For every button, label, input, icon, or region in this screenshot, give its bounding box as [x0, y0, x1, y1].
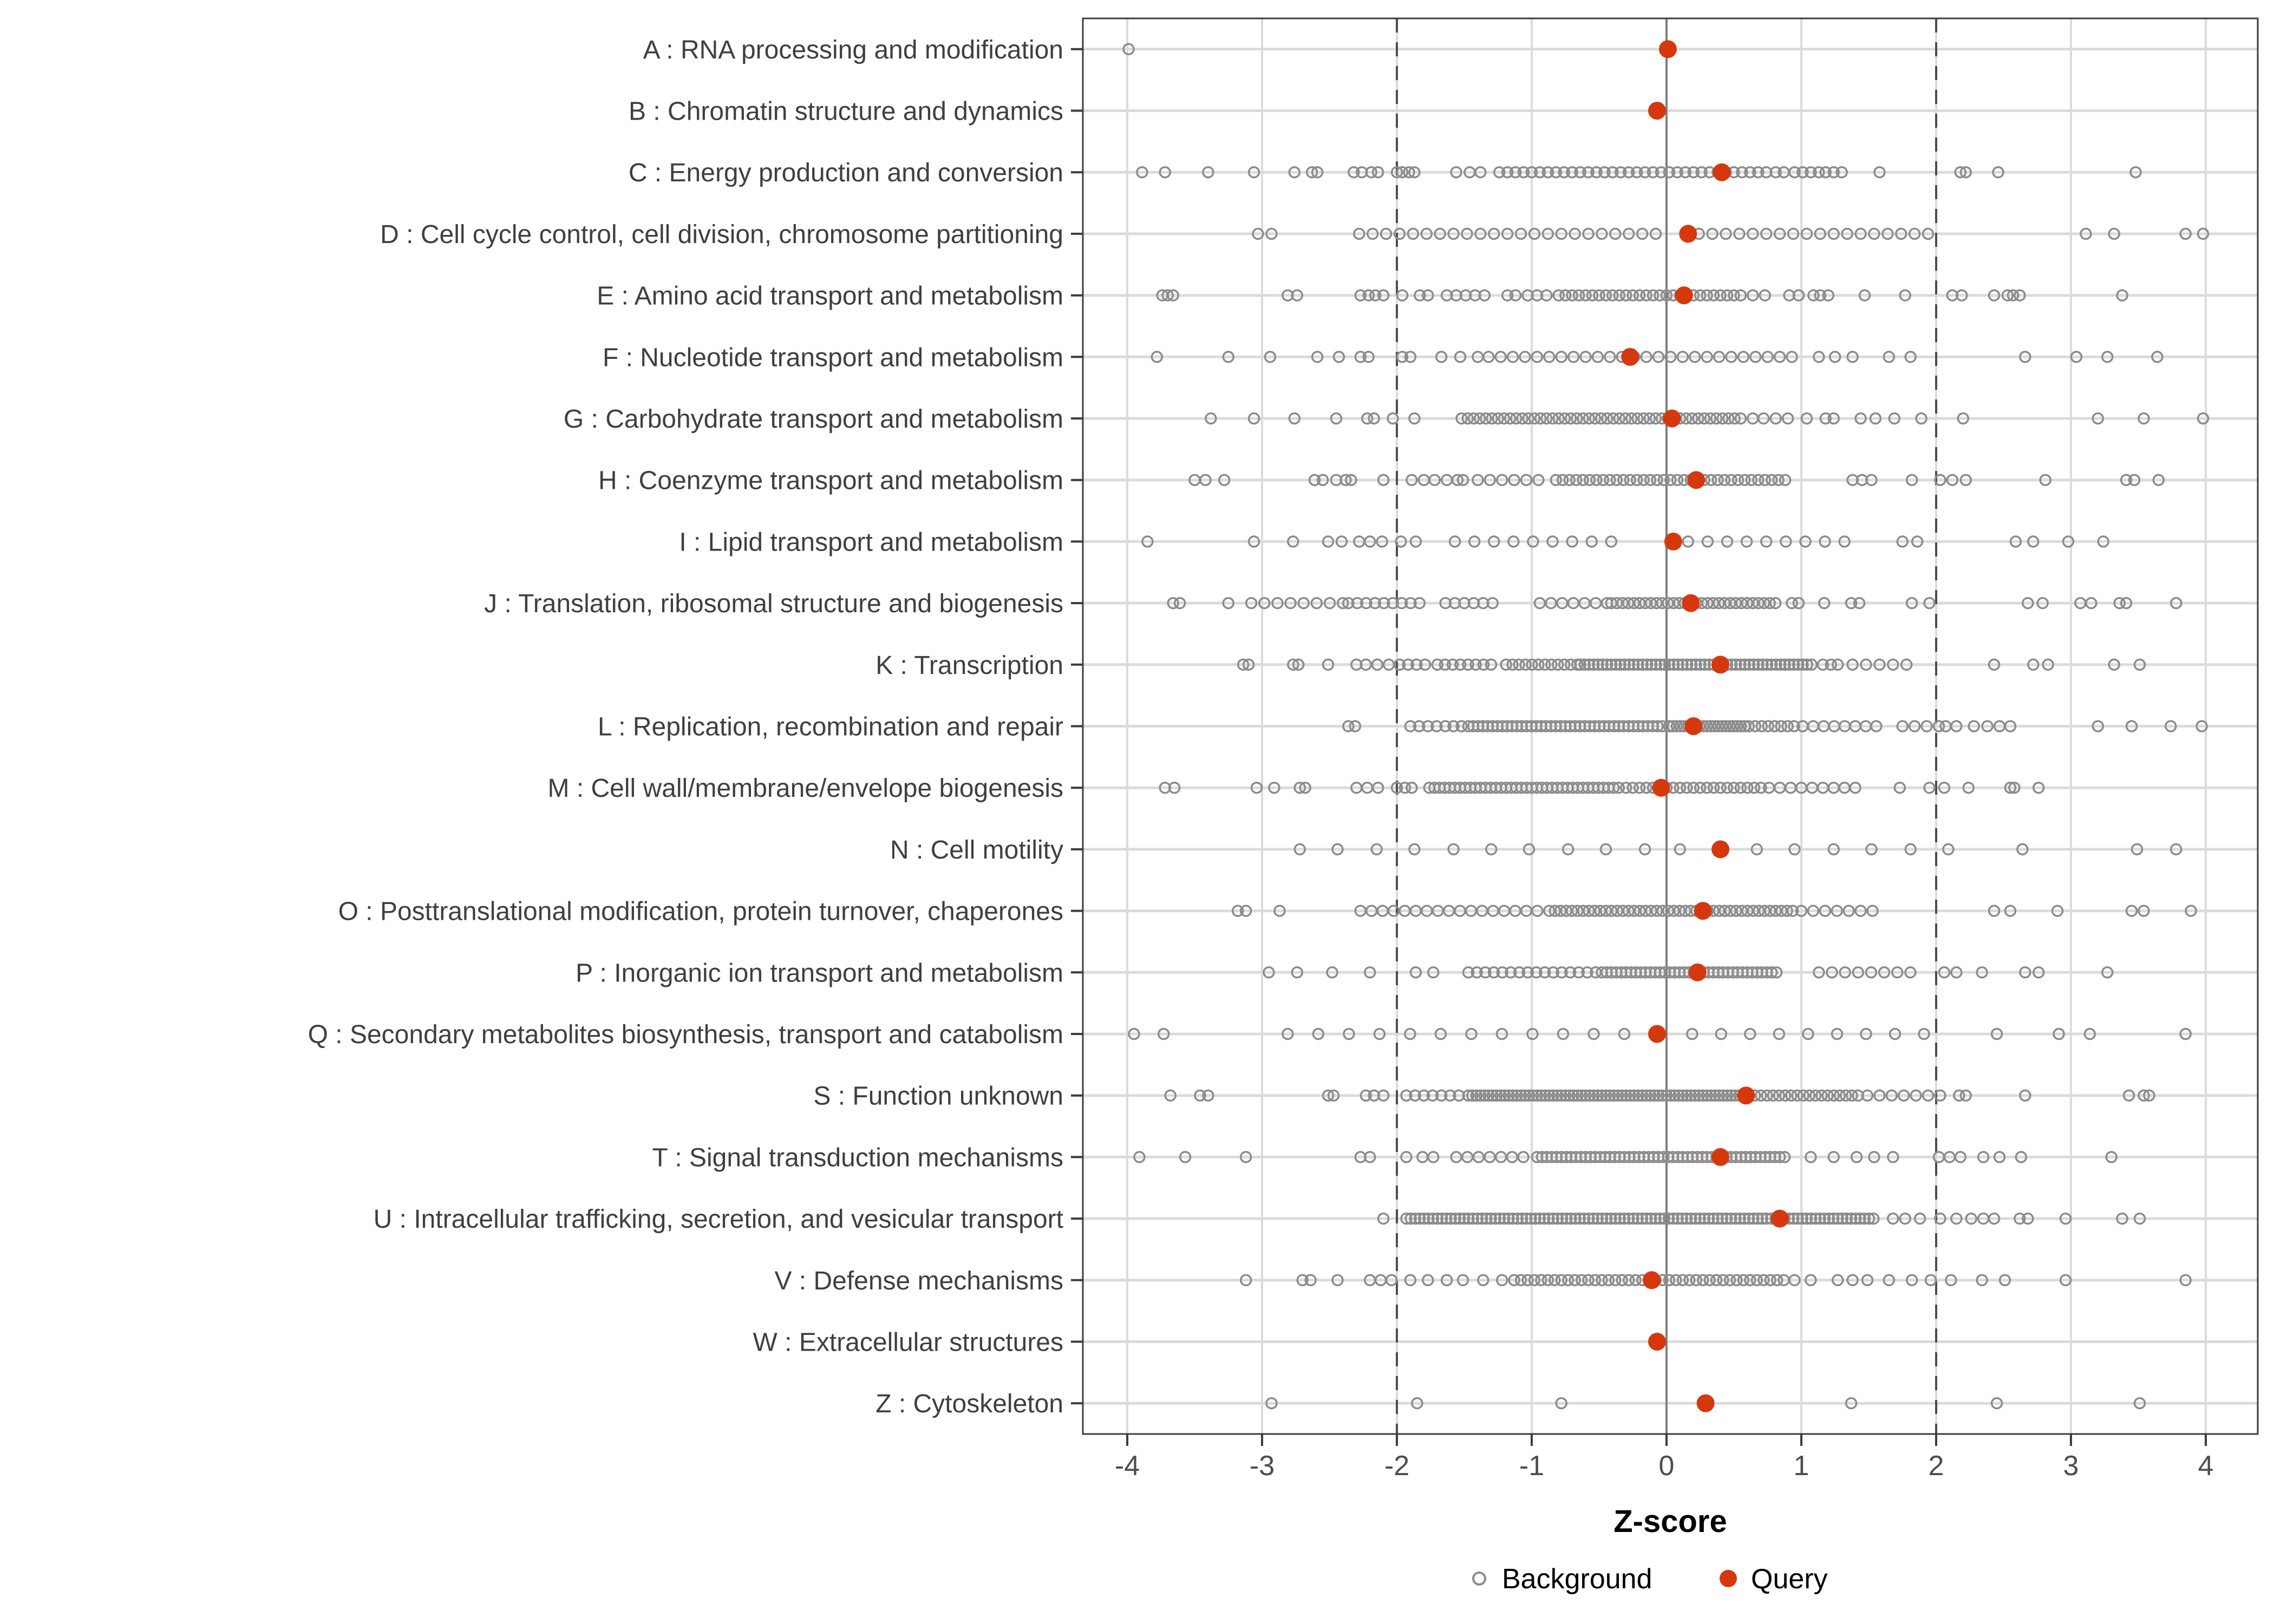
- query-point: [1648, 102, 1666, 120]
- query-point: [1643, 1271, 1661, 1289]
- category-label: M : Cell wall/membrane/envelope biogenesis: [547, 774, 1063, 803]
- query-point: [1682, 594, 1700, 612]
- query-point: [1679, 225, 1697, 243]
- x-tick-label: -4: [1114, 1450, 1140, 1482]
- category-label: P : Inorganic ion transport and metabolism: [576, 959, 1063, 988]
- y-axis-ticks: [1071, 49, 1083, 1403]
- category-label: Z : Cytoskeleton: [875, 1390, 1063, 1419]
- x-tick-label: 2: [1928, 1450, 1944, 1482]
- query-point: [1648, 1025, 1666, 1043]
- query-point: [1648, 1333, 1666, 1351]
- query-point: [1711, 840, 1729, 858]
- x-tick-label: 3: [2063, 1450, 2079, 1482]
- query-point: [1737, 1086, 1755, 1104]
- query-point: [1664, 533, 1682, 551]
- query-point: [1687, 471, 1705, 489]
- category-label: T : Signal transduction mechanisms: [652, 1143, 1063, 1173]
- query-point: [1621, 348, 1639, 366]
- category-label: Q : Secondary metabolites biosynthesis, transport and catabolism: [308, 1020, 1063, 1049]
- legend-query-label: Query: [1751, 1563, 1828, 1595]
- category-labels: [308, 36, 1063, 1418]
- x-tick-label: 1: [1793, 1450, 1809, 1482]
- query-point: [1694, 902, 1712, 920]
- x-tick-label: 4: [2198, 1450, 2214, 1482]
- category-label: E : Amino acid transport and metabolism: [597, 281, 1063, 311]
- category-label: H : Coenzyme transport and metabolism: [598, 466, 1063, 495]
- category-label: I : Lipid transport and metabolism: [679, 528, 1063, 557]
- category-label: B : Chromatin structure and dynamics: [629, 97, 1063, 126]
- category-label: N : Cell motility: [890, 835, 1063, 865]
- x-tick-label: -1: [1519, 1450, 1545, 1482]
- category-label: K : Transcription: [875, 651, 1063, 680]
- query-point: [1659, 40, 1677, 58]
- query-legend-marker-icon: [1720, 1570, 1737, 1587]
- x-tick-label: -3: [1249, 1450, 1275, 1482]
- category-label: O : Posttranslational modification, protein turnover, chaperones: [338, 897, 1063, 926]
- query-point: [1684, 717, 1702, 735]
- x-axis-title: Z-score: [1613, 1504, 1727, 1539]
- x-tick-label: -2: [1384, 1450, 1410, 1482]
- query-point: [1652, 779, 1670, 797]
- category-label: A : RNA processing and modification: [643, 35, 1063, 64]
- legend-background-label: Background: [1502, 1563, 1652, 1595]
- category-label: G : Carbohydrate transport and metabolism: [563, 405, 1063, 434]
- horizontal-gridlines: [1083, 49, 2258, 1403]
- query-point: [1689, 964, 1707, 981]
- x-tick-labels: [1115, 1450, 2214, 1482]
- category-label: D : Cell cycle control, cell division, chromosome partitioning: [380, 220, 1063, 249]
- category-label: W : Extracellular structures: [753, 1328, 1063, 1357]
- query-point: [1711, 656, 1729, 673]
- legend: [1473, 1563, 1828, 1595]
- x-axis-ticks: [1127, 1434, 2206, 1446]
- category-label: V : Defense mechanisms: [774, 1266, 1063, 1295]
- category-label: J : Translation, ribosomal structure and biogenesis: [484, 590, 1063, 619]
- query-point: [1771, 1210, 1789, 1228]
- query-point: [1697, 1394, 1715, 1412]
- category-label: S : Function unknown: [813, 1082, 1063, 1111]
- background-legend-marker-icon: [1473, 1573, 1485, 1584]
- query-point: [1675, 286, 1693, 304]
- x-tick-label: 0: [1658, 1450, 1675, 1482]
- category-label: L : Replication, recombination and repair: [597, 712, 1063, 742]
- query-point: [1663, 410, 1681, 428]
- query-point: [1713, 163, 1731, 181]
- category-label: F : Nucleotide transport and metabolism: [602, 343, 1063, 372]
- category-label: U : Intracellular trafficking, secretion, and vesicular transport: [373, 1205, 1063, 1234]
- query-point: [1711, 1148, 1729, 1166]
- category-label: C : Energy production and conversion: [628, 159, 1063, 188]
